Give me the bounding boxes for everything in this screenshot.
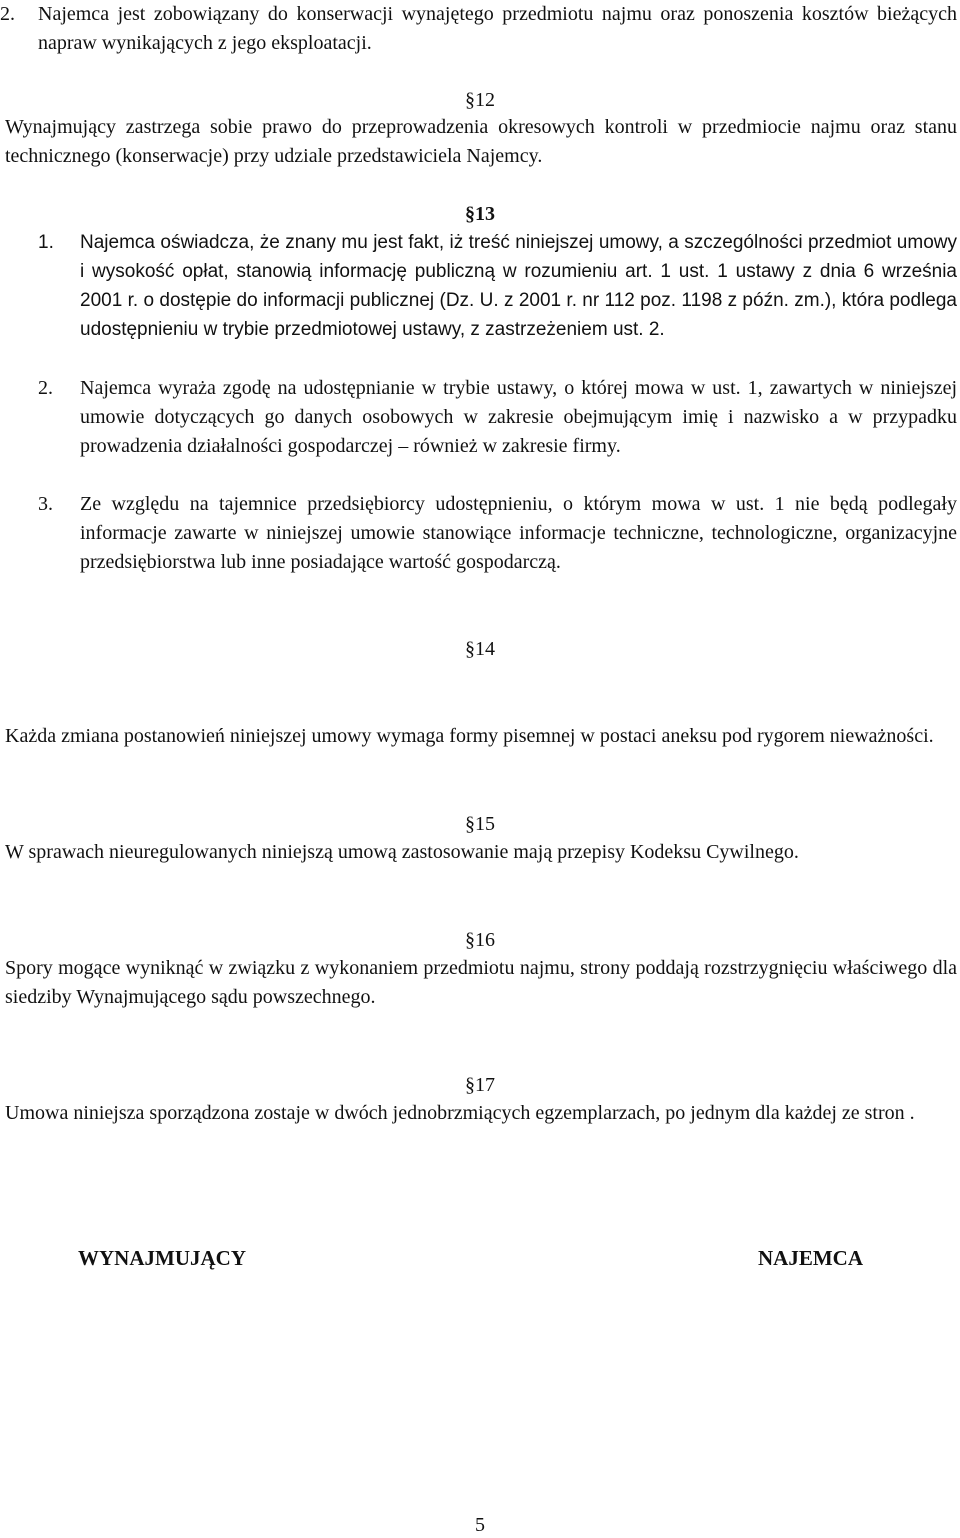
paragraph-13-1 (0, 228, 957, 344)
item-number: 1. (38, 232, 54, 253)
signature-landlord: WYNAJMUJĄCY (78, 1246, 246, 1270)
paragraph-13-2 (0, 374, 957, 461)
paragraph-item-2 (0, 0, 957, 58)
item-number: 3. (38, 493, 53, 515)
section-heading-16: §16 (465, 929, 495, 951)
section-heading-14: §14 (465, 638, 495, 660)
paragraph-13-3 (0, 490, 957, 577)
item-text: Najemca jest zobowiązany do konserwacji wynajętego przedmiotu najmu oraz ponoszenia kosztów bieżących napraw wynikających z jego eksploatacji. (38, 3, 957, 54)
section-14-text: Każda zmiana postanowień niniejszej umowy wymaga formy pisemnej w postaci aneksu pod rygorem nieważności. (5, 725, 934, 747)
item-text: Ze względu na tajemnice przedsiębiorcy udostępnieniu, o którym mowa w ust. 1 nie będą podlegały informacje zawarte w niniejszej umowie stanowiące informacje techniczne, technologiczne, organizacyjne przedsiębiorstwa lub inne posiadające wartość gospodarczą. (80, 493, 957, 573)
section-heading-17: §17 (465, 1074, 495, 1096)
section-heading-12: §12 (465, 89, 495, 111)
item-text: Najemca wyraża zgodę na udostępnianie w trybie ustawy, o której mowa w ust. 1, zawartych w niniejszej umowie dotyczących go danych osobowych w zakresie obejmującym imię i nazwisko a w przypadku prowadzenia działalności gospodarczej – również w zakresie firmy. (80, 377, 957, 457)
item-number: 2. (0, 3, 15, 25)
section-heading-15: §15 (465, 813, 495, 835)
item-text: Najemca oświadcza, że znany mu jest fakt, iż treść niniejszej umowy, a szczególności przedmiot umowy i wysokość opłat, stanowią informację publiczną w rozumieniu art. 1 ust. 1 ustawy z dnia 6 września 2001 r. o dostępie do informacji publicznej (Dz. U. z 2001 r. nr 112 poz. 1198 z późn. zm.), która podlega udostępnieniu w trybie przedmiotowej ustawy, z zastrzeżeniem ust. 2. (80, 232, 957, 340)
section-12-text: Wynajmujący zastrzega sobie prawo do przeprowadzenia okresowych kontroli w przedmiocie najmu oraz stanu technicznego (konserwacje) przy udziale przedstawiciela Najemcy. (5, 116, 957, 167)
section-16-text: Spory mogące wyniknąć w związku z wykonaniem przedmiotu najmu, strony poddają rozstrzygnięciu właściwego dla siedziby Wynajmującego sądu powszechnego. (5, 957, 957, 1008)
signature-tenant: NAJEMCA (758, 1246, 863, 1270)
section-15-text: W sprawach nieuregulowanych niniejszą umową zastosowanie mają przepisy Kodeksu Cywilnego. (5, 841, 799, 863)
section-heading-13: §13 (465, 203, 495, 225)
item-number: 2. (38, 377, 53, 399)
page-number: 5 (475, 1514, 485, 1536)
section-17-text: Umowa niniejsza sporządzona zostaje w dwóch jednobrzmiących egzemplarzach, po jednym dla każdej ze stron . (5, 1102, 915, 1124)
